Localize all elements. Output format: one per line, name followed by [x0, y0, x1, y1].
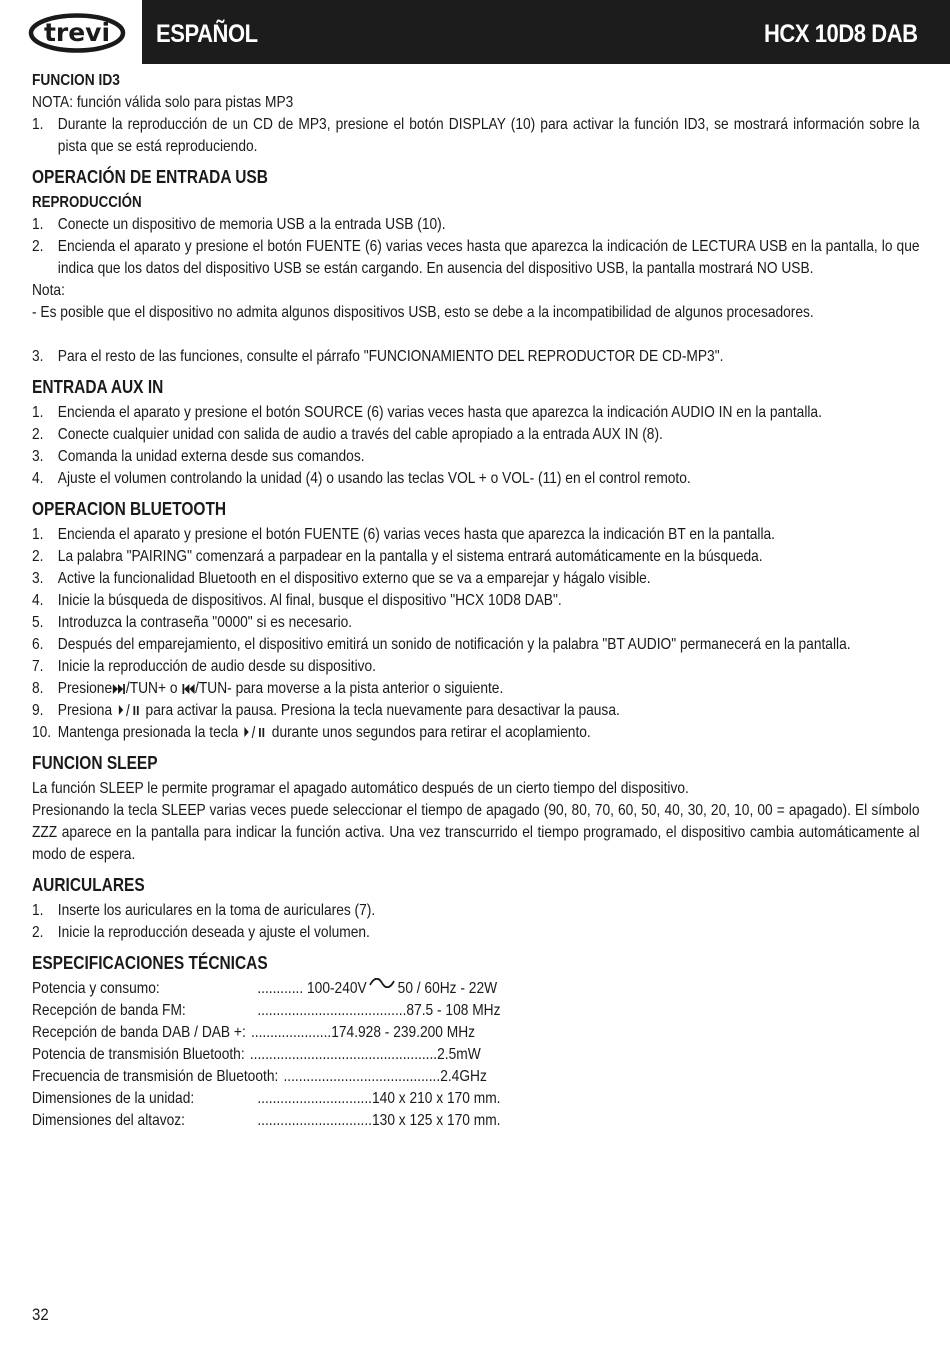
item-text: Encienda el aparato y presione el botón FUENTE (6) varias veces hasta que aparezca la indicación de LECTURA USB en la pantalla, lo que indica que los datos del dispositivo USB se están cargando. En ausencia del dispositivo USB, la pantalla mostrará NO USB.	[57, 238, 920, 277]
page-header	[0, 0, 950, 64]
item-number: 6.	[32, 636, 44, 653]
spec-label: Dimensiones de la unidad:	[32, 1090, 195, 1107]
item-text: Encienda el aparato y presione el botón SOURCE (6) varias veces hasta que aparezca la indicación AUDIO IN en la pantalla.	[57, 404, 822, 421]
item-text-pre: Mantenga presionada la tecla	[57, 724, 243, 741]
section-title: AURICULARES	[32, 875, 145, 895]
item-number: 9.	[32, 702, 44, 719]
item-number: 1.	[32, 116, 44, 133]
list-item	[32, 922, 920, 944]
item-text: Ajuste el volumen controlando la unidad (4) o usando las teclas VOL + o VOL- (11) en el control remoto.	[57, 470, 691, 487]
spec-value: 2.4GHz	[440, 1068, 487, 1085]
list-item	[32, 236, 920, 280]
item-text: Inicie la búsqueda de dispositivos. Al final, busque el dispositivo "HCX 10D8 DAB".	[57, 592, 562, 609]
list-item	[32, 468, 920, 490]
section-title: OPERACION BLUETOOTH	[32, 499, 227, 519]
item-text: Conecte un dispositivo de memoria USB a la entrada USB (10).	[57, 216, 446, 233]
item-number: 2.	[32, 548, 44, 565]
item-text: Para el resto de las funciones, consulte el párrafo "FUNCIONAMIENTO DEL REPRODUCTOR DE CD-MP3".	[57, 348, 724, 365]
play-pause-icon	[116, 703, 142, 717]
spec-row	[32, 1000, 920, 1022]
manual-content	[32, 70, 920, 1132]
item-number: 4.	[32, 470, 44, 487]
list-item	[32, 424, 920, 446]
spec-label: Potencia de transmisión Bluetooth:	[32, 1046, 245, 1063]
spec-dots: .....................	[250, 1024, 332, 1041]
list-item	[32, 524, 920, 546]
instruction-list	[32, 900, 920, 944]
spec-label: Recepción de banda DAB / DAB +:	[32, 1024, 246, 1041]
list-item	[32, 722, 920, 744]
item-text: Introduzca la contraseña "0000" si es necesario.	[57, 614, 353, 631]
item-text: Durante la reproducción de un CD de MP3, presione el botón DISPLAY (10) para activar la función ID3, se mostrará información sobre la pista que se está reproduciendo.	[57, 116, 920, 155]
item-text: Inserte los auriculares en la toma de auriculares (7).	[57, 902, 376, 919]
instruction-list	[32, 402, 920, 490]
spec-value: 174.928 - 239.200 MHz	[331, 1024, 476, 1041]
item-text-post: /TUN- para moverse a la pista anterior o siguiente.	[195, 680, 504, 697]
item-number: 5.	[32, 614, 44, 631]
list-item	[32, 612, 920, 634]
spec-label: Potencia y consumo:	[32, 980, 160, 997]
spec-label: Recepción de banda FM:	[32, 1002, 186, 1019]
list-item	[32, 678, 920, 700]
item-number: 4.	[32, 592, 44, 609]
instruction-list	[32, 346, 920, 368]
item-number: 2.	[32, 426, 44, 443]
item-number: 2.	[32, 924, 44, 941]
item-number: 2.	[32, 238, 44, 255]
item-text-post: para activar la pausa. Presiona la tecla nuevamente para desactivar la pausa.	[141, 702, 620, 719]
list-item	[32, 546, 920, 568]
spec-value: 130 x 125 x 170 mm.	[372, 1112, 501, 1129]
logo-area	[0, 0, 142, 64]
item-number: 8.	[32, 680, 44, 697]
spec-dots: ..............................	[257, 1090, 373, 1107]
list-item	[32, 214, 920, 236]
list-item	[32, 700, 920, 722]
page-number: 32	[32, 1305, 49, 1324]
logo-text: trevi	[43, 18, 111, 47]
language-label: ESPAÑOL	[156, 20, 258, 48]
item-number: 1.	[32, 404, 44, 421]
section-id3	[32, 70, 920, 158]
item-text: Active la funcionalidad Bluetooth en el dispositivo externo que se va a emparejar y hágalo visible.	[57, 570, 651, 587]
item-number: 1.	[32, 902, 44, 919]
spec-value: 50 / 60Hz - 22W	[397, 980, 498, 997]
item-text-pre: Presiona	[57, 702, 116, 719]
item-text-mid: /TUN+ o	[125, 680, 182, 697]
spec-row	[32, 978, 920, 1000]
item-number: 3.	[32, 348, 44, 365]
spec-row	[32, 1022, 920, 1044]
spec-dots: .......................................	[257, 1002, 407, 1019]
instruction-list	[32, 524, 920, 744]
spec-dots: ..............................	[257, 1112, 373, 1129]
list-item	[32, 656, 920, 678]
instruction-list	[32, 214, 920, 280]
section-title: ESPECIFICACIONES TÉCNICAS	[32, 953, 268, 973]
item-number: 3.	[32, 448, 44, 465]
spec-dots: .................................................	[249, 1046, 438, 1063]
section-bluetooth	[32, 498, 920, 744]
next-track-icon	[112, 683, 126, 695]
list-item	[32, 590, 920, 612]
model-name: HCX 10D8 DAB	[764, 20, 918, 48]
spec-dots: ............ 100-240V	[257, 980, 367, 997]
item-text: Después del emparejamiento, el dispositivo emitirá un sonido de notificación y la palabra "BT AUDIO" permanecerá en la pantalla.	[57, 636, 851, 653]
item-text-pre: Presione	[57, 680, 113, 697]
spec-label: Frecuencia de transmisión de Bluetooth:	[32, 1068, 279, 1085]
item-text: Inicie la reproducción de audio desde su dispositivo.	[57, 658, 377, 675]
list-item	[32, 114, 920, 158]
spec-value: 140 x 210 x 170 mm.	[372, 1090, 501, 1107]
ac-wave-icon	[369, 978, 395, 988]
instruction-list	[32, 114, 920, 158]
spec-row	[32, 1088, 920, 1110]
note-label: Nota:	[32, 282, 65, 299]
item-text: Encienda el aparato y presione el botón FUENTE (6) varias veces hasta que aparezca la indicación BT en la pantalla.	[57, 526, 776, 543]
section-usb	[32, 166, 920, 368]
spec-row	[32, 1044, 920, 1066]
section-subtitle: REPRODUCCIÓN	[32, 194, 142, 211]
item-text: La palabra "PAIRING" comenzará a parpadear en la pantalla y el sistema entrará automáticamente en la búsqueda.	[57, 548, 763, 565]
item-number: 1.	[32, 216, 44, 233]
list-item	[32, 634, 920, 656]
paragraph: La función SLEEP le permite programar el apagado automático después de un cierto tiempo del dispositivo.	[32, 780, 689, 797]
section-headphones	[32, 874, 920, 944]
item-text: Comanda la unidad externa desde sus comandos.	[57, 448, 365, 465]
section-title: ENTRADA AUX IN	[32, 377, 164, 397]
item-number: 3.	[32, 570, 44, 587]
paragraph: Presionando la tecla SLEEP varias veces puede seleccionar el tiempo de apagado (90, 80, 70, 60, 50, 40, 30, 20, 10, 00 = apagado). El símbolo ZZZ aparece en la pantalla para indicar la función activa. Una vez transcurrido el tiempo programado, el dispositivo cambia automáticamente al modo de espera.	[32, 802, 920, 863]
previous-track-icon	[181, 683, 195, 695]
section-title: OPERACIÓN DE ENTRADA USB	[32, 167, 268, 187]
spec-row	[32, 1110, 920, 1132]
list-item	[32, 900, 920, 922]
section-title: FUNCION SLEEP	[32, 753, 158, 773]
section-title: FUNCION ID3	[32, 72, 120, 89]
trevi-logo	[28, 13, 126, 53]
section-specs	[32, 952, 920, 1132]
note-text: - Es posible que el dispositivo no admita algunos dispositivos USB, esto se debe a la incompatibilidad de algunos procesadores.	[32, 304, 814, 321]
header-bar	[142, 0, 950, 64]
item-text-post: durante unos segundos para retirar el acoplamiento.	[267, 724, 591, 741]
section-sleep	[32, 752, 920, 866]
note-text: NOTA: función válida solo para pistas MP3	[32, 94, 294, 111]
item-number: 1.	[32, 526, 44, 543]
spec-value: 87.5 - 108 MHz	[406, 1002, 501, 1019]
spec-dots: .........................................	[283, 1068, 441, 1085]
item-number: 10.	[32, 724, 52, 741]
list-item	[32, 446, 920, 468]
item-text: Inicie la reproducción deseada y ajuste el volumen.	[57, 924, 370, 941]
list-item	[32, 402, 920, 424]
specs-table	[32, 978, 920, 1132]
list-item	[32, 346, 920, 368]
spec-value: 2.5mW	[437, 1046, 481, 1063]
item-text: Conecte cualquier unidad con salida de audio a través del cable apropiado a la entrada AUX IN (8).	[57, 426, 663, 443]
play-pause-icon	[242, 725, 268, 739]
list-item	[32, 568, 920, 590]
spec-row	[32, 1066, 920, 1088]
section-aux-in	[32, 376, 920, 490]
item-number: 7.	[32, 658, 44, 675]
spec-label: Dimensiones del altavoz:	[32, 1112, 185, 1129]
